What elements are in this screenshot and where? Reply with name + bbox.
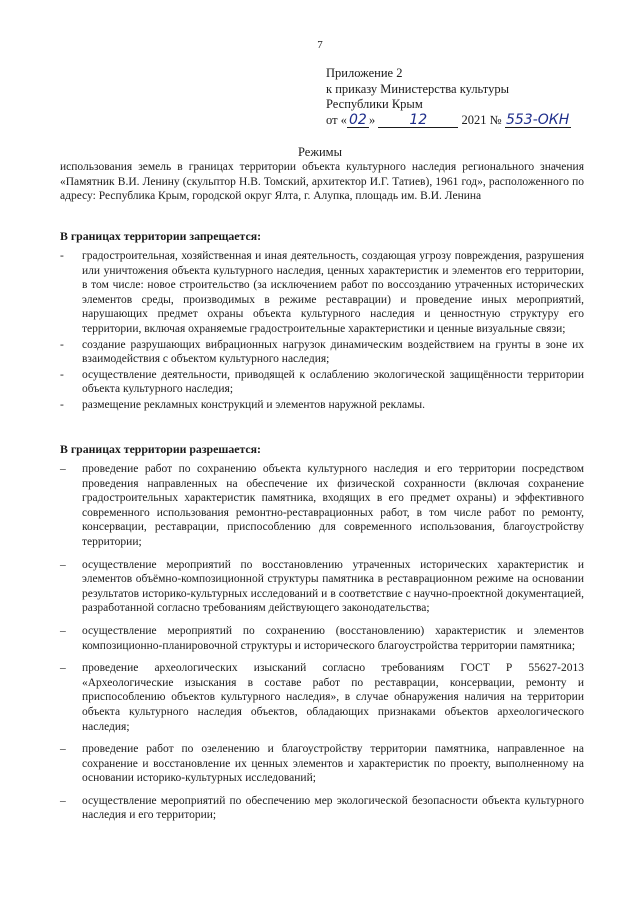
list-item: – осуществление мероприятий по обеспечению мер экологической безопасности объекта культурного наследия и его территории;	[60, 794, 584, 822]
list-item: - градостроительная, хозяйственная и иная деятельность, создающая угрозу повреждения, разрушения или уничтожения объекта культурного наследия, ценных характеристик и элементов его территории, в том числе: новое строительство (за исключением работ по воссозданию утраченных исторических элементов среды, производимых в режиме реставрации) и проведение иных мероприятий, нарушающих предмет охраны объекта культурного наследия и ценностную структуру его территории, включая охраняемые градостроительные характеристики и ценные визуальные связи;	[60, 250, 584, 335]
bullet-dash: –	[60, 743, 66, 756]
bullet-dash: -	[60, 250, 64, 262]
prohibited-heading: В границах территории запрещается:	[60, 229, 262, 243]
handwritten-day: 02	[347, 113, 369, 128]
appendix-line-3: Республики Крым	[326, 97, 423, 111]
bullet-dash: –	[60, 463, 66, 475]
page-number: 7	[317, 39, 323, 51]
appendix-date-line	[326, 113, 571, 129]
bullet-dash: -	[60, 368, 64, 381]
bullet-dash: -	[60, 338, 64, 351]
bullet-dash: –	[60, 662, 66, 675]
list-item: – проведение работ по озеленению и благоустройству территории памятника, направленное на сохранение и восстановление их ценных элементов и характеристик по проекту, выполненному на основании историко-культурных исследований;	[60, 743, 584, 785]
bullet-dash: -	[60, 398, 64, 411]
appendix-line-1: Приложение 2	[326, 66, 403, 80]
list-item: - размещение рекламных конструкций и элементов наружной рекламы.	[60, 398, 425, 411]
date-mid: »	[368, 112, 376, 127]
date-prefix: от «	[326, 112, 347, 127]
bullet-dash: –	[60, 794, 66, 807]
bullet-dash: –	[60, 558, 66, 571]
list-item: – проведение работ по сохранению объекта культурного наследия и его территории посредством проведения направленных на обеспечение их физической сохранности (включая сохранение градостроительных характеристик памятника, входящих в его предмет охраны) и эффективного современного использования ремонтно-реставрационных работ, в том числе работ по ремонту, консервации, реставрации, приспособлению для современного использования, благоустройству территории;	[60, 463, 584, 548]
permitted-heading: В границах территории разрешается:	[60, 442, 261, 456]
appendix-line-2: к приказу Министерства культуры	[326, 81, 509, 96]
permitted-list	[60, 462, 584, 831]
list-item: - создание разрушающих вибрационных нагрузок динамическим воздействием на грунты в зоне их взаимодействия с объектом культурного наследия;	[60, 338, 584, 366]
handwritten-month: 12	[378, 113, 458, 128]
intro-paragraph: использования земель в границах территории объекта культурного наследия регионального значения «Памятник В.И. Ленину (скульптор Н.В. Томский, архитектор И.Г. Татиев), 1961 год», расположенного по адресу: Республика Крым, городской округ Ялта, г. Алупка, площадь им. В.И. Ленина	[60, 161, 584, 203]
prohibited-list	[60, 249, 584, 414]
document-title: Режимы	[298, 145, 342, 159]
bullet-dash: –	[60, 624, 66, 637]
list-item: – осуществление мероприятий по восстановлению утраченных исторических характеристик и элементов объёмно-композиционной структуры памятника в реставрационном режиме на основании результатов историко-культурных исследований и в соответствие с научно-проектной документацией, разработанной согласно требованиям действующего законодательства;	[60, 558, 584, 615]
year-and-number-label: 2021 №	[461, 112, 502, 127]
list-item: – осуществление мероприятий по сохранению (восстановлению) характеристик и элементов композиционно-планировочной структуры и исторического благоустройства территории памятника;	[60, 624, 584, 652]
appendix-block	[326, 66, 571, 128]
handwritten-order-number: 553-ОКН	[505, 111, 570, 128]
list-item: - осуществление деятельности, приводящей к ослаблению экологической защищённости территории объекта культурного наследия;	[60, 368, 584, 396]
list-item: – проведение археологических изысканий согласно требованиям ГОСТ Р 55627-2013 «Археологические изыскания в составе работ по реставрации, консервации, ремонту и приспособлению объектов культурного наследия», в случае обнаружения наличия на территории объекта культурного наследия объектов, обладающих признаками объектов археологического наследия;	[60, 662, 584, 733]
